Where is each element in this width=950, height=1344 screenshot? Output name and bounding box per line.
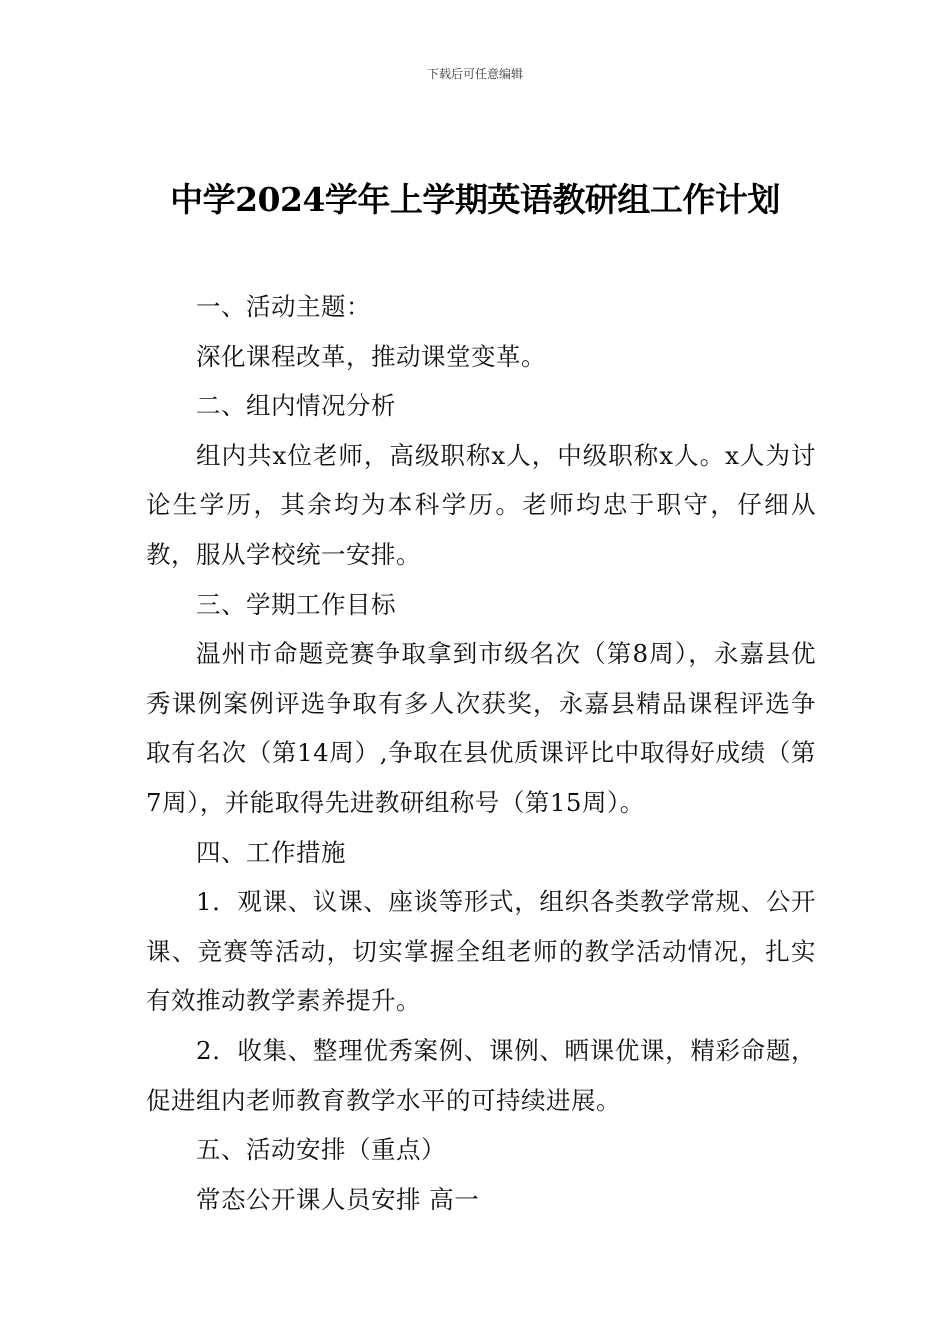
paragraph-measure-1: 1．观课、议课、座谈等形式，组织各类教学常规、公开课、竞赛等活动，切实掌握全组老师的教学活动情况，扎实有效推动教学素养提升。 [146, 887, 816, 1016]
document-body [146, 282, 816, 1224]
paragraph-analysis: 组内共x位老师，高级职称x人，中级职称x人。x人为讨论生学历，其余均为本科学历。老师均忠于职守，仔细从教，服从学校统一安排。 [146, 440, 816, 569]
paragraph-goals: 温州市命题竞赛争取拿到市级名次（第8周），永嘉县优秀课例案例评选争取有多人次获奖，永嘉县精品课程评选争取有名次（第14周）,争取在县优质课评比中取得好成绩（第7周），并能取得先进教研组称号（第15周）。 [146, 639, 816, 817]
section-heading-analysis: 二、组内情况分析 [196, 391, 396, 421]
header-note: 下载后可任意编辑 [426, 67, 523, 81]
section-heading-measures: 四、工作措施 [196, 837, 346, 867]
paragraph-measure-2: 2．收集、整理优秀案例、课例、晒课优课，精彩命题，促进组内老师教育教学水平的可持续进展。 [146, 1035, 816, 1115]
section-heading-schedule: 五、活动安排（重点） [196, 1135, 446, 1165]
document-title: 中学2024学年上学期英语教研组工作计划 [170, 180, 780, 219]
paragraph-theme: 深化课程改革，推动课堂变革。 [196, 341, 546, 371]
section-heading-theme: 一、活动主题： [196, 292, 371, 321]
paragraph-schedule: 常态公开课人员安排 高一 [196, 1184, 480, 1214]
section-heading-goals: 三、学期工作目标 [196, 589, 396, 619]
